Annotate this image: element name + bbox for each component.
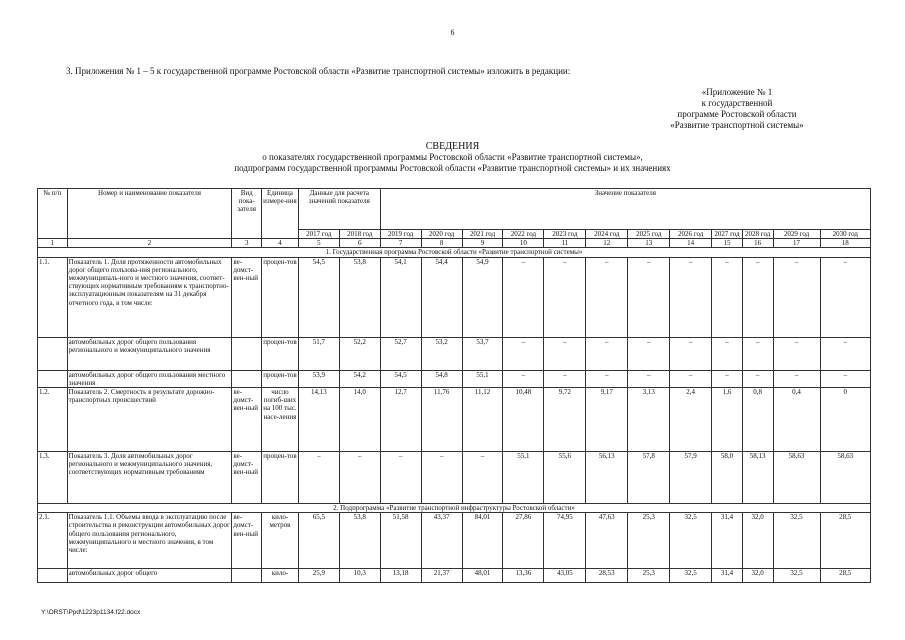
value-cell: – bbox=[820, 337, 870, 370]
appendix-note bbox=[617, 87, 857, 131]
value-cell: 55,6 bbox=[544, 452, 586, 504]
value-cell: 57,8 bbox=[628, 452, 670, 504]
value-cell: 27,86 bbox=[503, 513, 544, 569]
value-cell: – bbox=[503, 337, 544, 370]
indicator-unit: процен-тов bbox=[262, 337, 299, 370]
indicator-kind bbox=[232, 569, 262, 583]
value-cell: 32,0 bbox=[742, 569, 773, 583]
appendix-line: «Развитие транспортной системы» bbox=[670, 120, 804, 130]
value-cell: 14,13 bbox=[298, 388, 339, 452]
value-cell: 10,48 bbox=[503, 388, 544, 452]
indicator-name: Показатель 1.1. Объемы ввода в эксплуатацию после строительства и реконструкции автомобильных дорог общего пользования регионального, межмуниципального и местного значения, в том числе: bbox=[67, 513, 232, 569]
indicator-kind: ве-домст-вен-ный bbox=[232, 513, 262, 569]
value-cell: 54,5 bbox=[298, 257, 339, 337]
value-cell: – bbox=[670, 370, 712, 387]
value-cell: – bbox=[742, 257, 773, 337]
value-cell: – bbox=[544, 337, 586, 370]
value-cell: 52,2 bbox=[339, 337, 380, 370]
indicator-unit: процен-тов bbox=[262, 370, 299, 387]
year-cell: 2025 год bbox=[628, 230, 670, 239]
column-number-cell: 14 bbox=[670, 239, 712, 248]
value-cell: – bbox=[628, 370, 670, 387]
value-cell: 58,63 bbox=[773, 452, 820, 504]
value-cell: 1,6 bbox=[712, 388, 743, 452]
value-cell: 65,5 bbox=[298, 513, 339, 569]
value-cell: 53,2 bbox=[421, 337, 462, 370]
column-number-cell: 17 bbox=[773, 239, 820, 248]
page-number: 6 bbox=[450, 28, 455, 37]
value-cell: – bbox=[820, 257, 870, 337]
value-cell: – bbox=[586, 337, 628, 370]
value-cell: 14,0 bbox=[339, 388, 380, 452]
value-cell: – bbox=[628, 257, 670, 337]
row-number bbox=[38, 370, 68, 387]
section-row bbox=[38, 504, 871, 513]
year-cell: 2023 год bbox=[544, 230, 586, 239]
value-cell: 13,36 bbox=[503, 569, 544, 583]
value-cell: 84,01 bbox=[462, 513, 503, 569]
column-number-cell: 8 bbox=[421, 239, 462, 248]
column-number-cell: 3 bbox=[232, 239, 262, 248]
value-cell: 54,9 bbox=[462, 257, 503, 337]
value-cell: 0,4 bbox=[773, 388, 820, 452]
value-cell: – bbox=[339, 452, 380, 504]
value-cell: 12,7 bbox=[380, 388, 421, 452]
section-2-rows bbox=[38, 513, 871, 583]
section-2-title: 2. Подпрограмма «Развитие транспортной инфраструктуры Ростовской области» bbox=[38, 504, 871, 513]
column-number-cell: 18 bbox=[820, 239, 870, 248]
column-number-cell: 4 bbox=[262, 239, 299, 248]
value-cell: 52,7 bbox=[380, 337, 421, 370]
year-cell: 2017 год bbox=[298, 230, 339, 239]
table-row bbox=[38, 569, 871, 583]
value-cell: – bbox=[820, 370, 870, 387]
value-cell: 0 bbox=[820, 388, 870, 452]
value-cell: 3,13 bbox=[628, 388, 670, 452]
value-cell: 54,5 bbox=[380, 370, 421, 387]
value-cell: 43,05 bbox=[544, 569, 586, 583]
column-number-cell: 13 bbox=[628, 239, 670, 248]
column-number-cell: 16 bbox=[742, 239, 773, 248]
value-cell: 31,4 bbox=[712, 569, 743, 583]
indicator-name: Показатель 2. Смертность в результате дорожно-транспортных происшествий bbox=[67, 388, 232, 452]
value-cell: – bbox=[544, 370, 586, 387]
appendix-line: «Приложение № 1 bbox=[701, 87, 773, 97]
indicator-kind: ве-домст-вен-ный bbox=[232, 257, 262, 337]
column-number-cell: 7 bbox=[380, 239, 421, 248]
column-number-cell: 11 bbox=[544, 239, 586, 248]
table-header-row bbox=[38, 189, 871, 230]
value-cell: 55,1 bbox=[503, 452, 544, 504]
section-1-title: 1. Государственная программа Ростовской области «Развитие транспортной системы» bbox=[38, 248, 871, 257]
indicators-table bbox=[37, 188, 871, 583]
value-cell: 32,5 bbox=[773, 569, 820, 583]
section-row bbox=[38, 248, 871, 257]
value-cell: 57,9 bbox=[670, 452, 712, 504]
value-cell: 54,2 bbox=[339, 370, 380, 387]
column-number-cell: 5 bbox=[298, 239, 339, 248]
header-kind: Вид пока-зателя bbox=[232, 189, 262, 239]
value-cell: – bbox=[670, 337, 712, 370]
appendix-line: к государственной bbox=[701, 98, 773, 108]
value-cell: – bbox=[462, 452, 503, 504]
year-cell: 2022 год bbox=[503, 230, 544, 239]
value-cell: 25,3 bbox=[628, 569, 670, 583]
value-cell: 48,01 bbox=[462, 569, 503, 583]
table-row bbox=[38, 337, 871, 370]
file-path-footer: Y:\ORST\Ppd\1223p1134.f22.docx bbox=[41, 609, 141, 616]
value-cell: 58,0 bbox=[712, 452, 743, 504]
indicator-unit: процен-тов bbox=[262, 257, 299, 337]
value-cell: – bbox=[586, 257, 628, 337]
value-cell: – bbox=[773, 337, 820, 370]
value-cell: – bbox=[298, 452, 339, 504]
value-cell: 32,0 bbox=[742, 513, 773, 569]
column-number-cell: 1 bbox=[38, 239, 68, 248]
indicator-unit: процен-тов bbox=[262, 452, 299, 504]
value-cell: 53,9 bbox=[298, 370, 339, 387]
year-cell: 2021 год bbox=[462, 230, 503, 239]
value-cell: – bbox=[670, 257, 712, 337]
indicator-name: Показатель 1. Доля протяженности автомобильных дорог общего пользова-ния регионального, межмуниципаль-ного и местного значения, соответ-ствующих нормативным требованиям к транспортно-эксплуатационным показателям на 31 декабря отчетного года, в том числе: bbox=[67, 257, 232, 337]
row-number bbox=[38, 569, 68, 583]
value-cell: 54,1 bbox=[380, 257, 421, 337]
indicator-unit: число погиб-ших на 100 тыс. насе-ления bbox=[262, 388, 299, 452]
value-cell: 9,72 bbox=[544, 388, 586, 452]
column-number-cell: 10 bbox=[503, 239, 544, 248]
value-cell: 31,4 bbox=[712, 513, 743, 569]
table-row bbox=[38, 257, 871, 337]
heading-title: СВЕДЕНИЯ bbox=[425, 141, 480, 152]
year-cell: 2026 год bbox=[670, 230, 712, 239]
row-number: 2.1. bbox=[38, 513, 68, 569]
section-1-rows bbox=[38, 257, 871, 503]
value-cell: 53,8 bbox=[339, 513, 380, 569]
value-cell: 0,8 bbox=[742, 388, 773, 452]
indicator-kind bbox=[232, 370, 262, 387]
row-number: 1.3. bbox=[38, 452, 68, 504]
value-cell: 11,12 bbox=[462, 388, 503, 452]
header-values: Значение показателя bbox=[380, 189, 870, 230]
value-cell: 25,9 bbox=[298, 569, 339, 583]
value-cell: – bbox=[503, 257, 544, 337]
value-cell: – bbox=[742, 337, 773, 370]
table-row bbox=[38, 452, 871, 504]
year-cell: 2019 год bbox=[380, 230, 421, 239]
year-cell: 2029 год bbox=[773, 230, 820, 239]
value-cell: – bbox=[773, 257, 820, 337]
value-cell: 54,4 bbox=[421, 257, 462, 337]
year-cell: 2018 год bbox=[339, 230, 380, 239]
value-cell: 56,13 bbox=[586, 452, 628, 504]
value-cell: 13,18 bbox=[380, 569, 421, 583]
column-number-cell: 12 bbox=[586, 239, 628, 248]
indicator-name: автомобильных дорог общего пользования местного значения bbox=[67, 370, 232, 387]
year-cell: 2020 год bbox=[421, 230, 462, 239]
value-cell: 28,5 bbox=[820, 569, 870, 583]
year-cell: 2028 год bbox=[742, 230, 773, 239]
column-number-cell: 15 bbox=[712, 239, 743, 248]
value-cell: 74,95 bbox=[544, 513, 586, 569]
value-cell: 43,37 bbox=[421, 513, 462, 569]
column-number-cell: 2 bbox=[67, 239, 232, 248]
indicator-kind: ве-домст-вен-ный bbox=[232, 452, 262, 504]
value-cell: – bbox=[742, 370, 773, 387]
header-name: Номер и наименование показателя bbox=[67, 189, 232, 239]
value-cell: – bbox=[544, 257, 586, 337]
intro-paragraph: 3. Приложения № 1 – 5 к государственной программе Ростовской области «Развитие транспортной системы» изложить в редакции: bbox=[66, 66, 571, 76]
value-cell: 47,63 bbox=[586, 513, 628, 569]
value-cell: 25,3 bbox=[628, 513, 670, 569]
year-cell: 2030 год bbox=[820, 230, 870, 239]
header-base-data: Данные для расчета значений показателя bbox=[298, 189, 380, 230]
value-cell: 2,4 bbox=[670, 388, 712, 452]
value-cell: 10,3 bbox=[339, 569, 380, 583]
value-cell: 11,76 bbox=[421, 388, 462, 452]
column-number-cell: 9 bbox=[462, 239, 503, 248]
heading-line: о показателях государственной программы Ростовской области «Развитие транспортной системы», bbox=[262, 152, 643, 162]
value-cell: 32,5 bbox=[773, 513, 820, 569]
document-heading bbox=[0, 141, 905, 174]
column-number-cell: 6 bbox=[339, 239, 380, 248]
value-cell: 21,37 bbox=[421, 569, 462, 583]
value-cell: – bbox=[712, 257, 743, 337]
row-number bbox=[38, 337, 68, 370]
value-cell: – bbox=[421, 452, 462, 504]
indicator-name: автомобильных дорог общего пользования регионального и межмуниципального значения bbox=[67, 337, 232, 370]
row-number: 1.1. bbox=[38, 257, 68, 337]
value-cell: 32,5 bbox=[670, 513, 712, 569]
value-cell: 54,8 bbox=[421, 370, 462, 387]
header-number: № п/п bbox=[38, 189, 68, 239]
indicator-name: автомобильных дорог общего bbox=[67, 569, 232, 583]
value-cell: 32,5 bbox=[670, 569, 712, 583]
value-cell: 51,58 bbox=[380, 513, 421, 569]
value-cell: 58,13 bbox=[742, 452, 773, 504]
value-cell: 58,63 bbox=[820, 452, 870, 504]
indicator-name: Показатель 3. Доля автомобильных дорог регионального и межмуниципального значения, соответствующих нормативным требованиям bbox=[67, 452, 232, 504]
value-cell: – bbox=[712, 337, 743, 370]
column-numbers-row bbox=[38, 239, 871, 248]
indicator-unit: кило-метров bbox=[262, 513, 299, 569]
value-cell: 53,8 bbox=[339, 257, 380, 337]
row-number: 1.2. bbox=[38, 388, 68, 452]
year-cell: 2027 год bbox=[712, 230, 743, 239]
table-row bbox=[38, 370, 871, 387]
value-cell: – bbox=[380, 452, 421, 504]
value-cell: 51,7 bbox=[298, 337, 339, 370]
table-row bbox=[38, 513, 871, 569]
value-cell: – bbox=[773, 370, 820, 387]
table-row bbox=[38, 388, 871, 452]
indicator-kind bbox=[232, 337, 262, 370]
value-cell: – bbox=[503, 370, 544, 387]
indicator-kind: ве-домст-вен-ный bbox=[232, 388, 262, 452]
value-cell: – bbox=[712, 370, 743, 387]
year-cell: 2024 год bbox=[586, 230, 628, 239]
value-cell: 9,17 bbox=[586, 388, 628, 452]
indicator-unit: кило- bbox=[262, 569, 299, 583]
value-cell: 28,53 bbox=[586, 569, 628, 583]
appendix-line: программе Ростовской области bbox=[677, 109, 797, 119]
value-cell: 55,1 bbox=[462, 370, 503, 387]
value-cell: 28,5 bbox=[820, 513, 870, 569]
value-cell: – bbox=[628, 337, 670, 370]
header-unit: Единица измере-ния bbox=[262, 189, 299, 239]
value-cell: – bbox=[586, 370, 628, 387]
heading-line: подпрограмм государственной программы Ростовской области «Развитие транспортной системы» и их значениях bbox=[234, 163, 671, 173]
value-cell: 53,7 bbox=[462, 337, 503, 370]
